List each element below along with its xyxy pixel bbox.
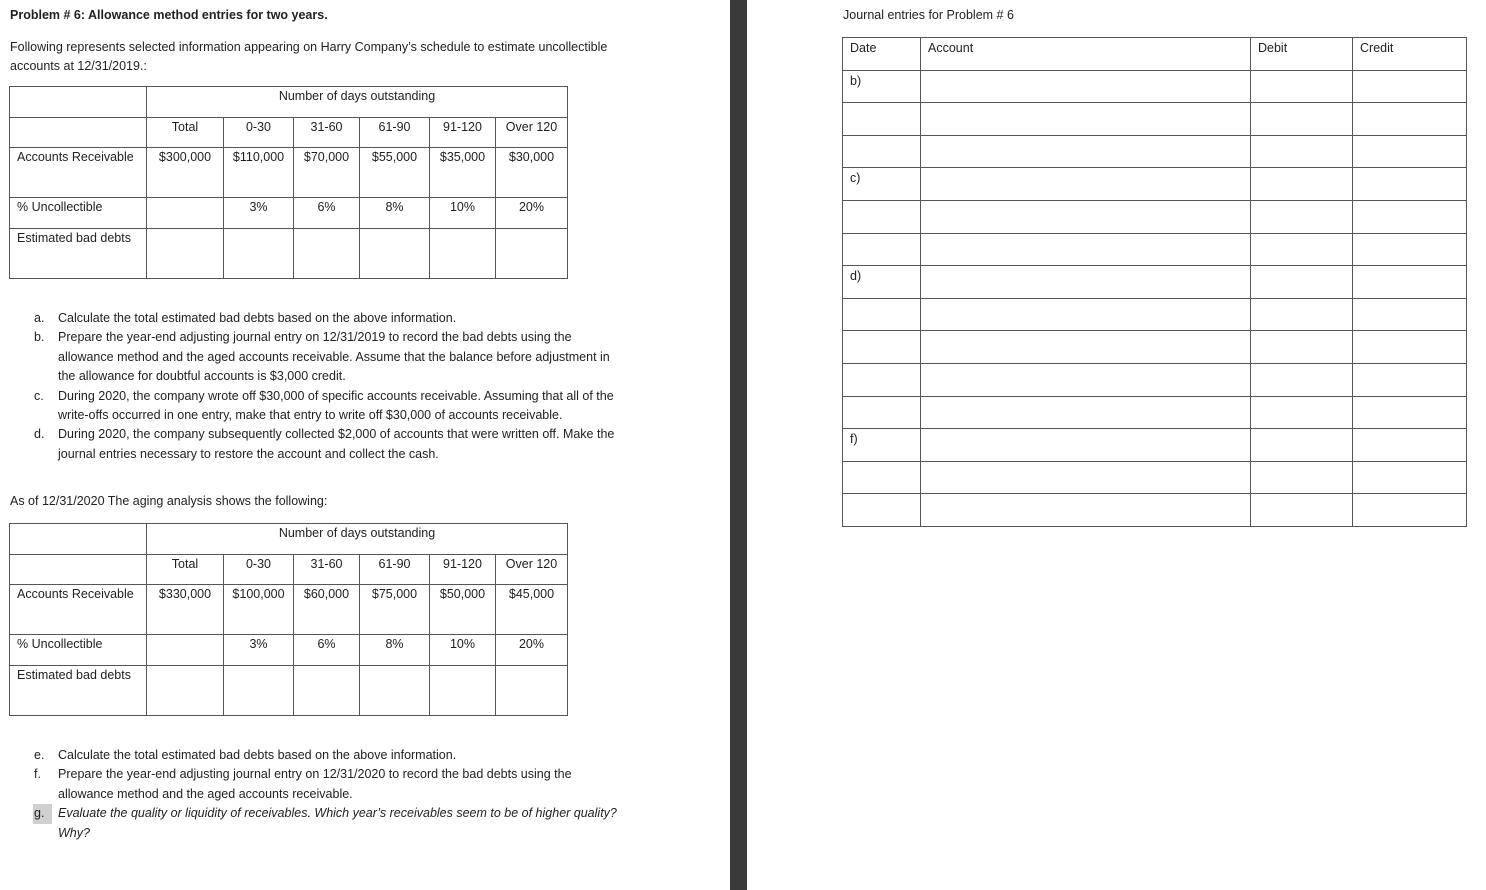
question-text: During 2020, the company wrote off $30,000 of specific accounts receivable. Assuming that all of the write-offs occurred in one entry, make that entry to write off $30,000 of accounts receivable. (58, 388, 614, 423)
answer-cell[interactable] (496, 666, 568, 716)
question-item (34, 804, 628, 843)
question-item (34, 746, 628, 765)
date-cell[interactable]: f) (843, 429, 921, 462)
table-cell: 10% (430, 198, 496, 229)
credit-cell[interactable] (1353, 429, 1467, 462)
debit-cell[interactable] (1251, 70, 1353, 103)
question-item (34, 309, 628, 328)
table-row (10, 635, 568, 666)
aging-corner-cell (10, 87, 147, 118)
column-header: Total (147, 118, 224, 148)
table-cell (147, 198, 224, 229)
column-header: 61-90 (360, 555, 430, 585)
debit-cell[interactable] (1251, 331, 1353, 364)
column-header: Over 120 (496, 118, 568, 148)
journal-row (843, 135, 1467, 168)
credit-cell[interactable] (1353, 70, 1467, 103)
table-cell: 6% (294, 635, 360, 666)
debit-cell[interactable] (1251, 461, 1353, 494)
debit-cell[interactable] (1251, 429, 1353, 462)
question-item (34, 328, 628, 386)
journal-row (843, 363, 1467, 396)
credit-cell[interactable] (1353, 494, 1467, 527)
question-text: Calculate the total estimated bad debts based on the above information. (58, 748, 457, 762)
question-letter: b. (34, 330, 45, 345)
answer-cell[interactable] (294, 666, 360, 716)
date-cell[interactable] (843, 103, 921, 136)
table-cell: $55,000 (360, 148, 430, 198)
aging-corner-cell (10, 524, 147, 555)
debit-cell[interactable] (1251, 396, 1353, 429)
table-cell: $110,000 (224, 148, 294, 198)
group-header: Number of days outstanding (147, 524, 568, 555)
problem-title: Problem # 6: Allowance method entries for two years. (10, 8, 328, 22)
row-label: Estimated bad debts (10, 666, 147, 716)
date-cell[interactable] (843, 494, 921, 527)
debit-cell[interactable] (1251, 135, 1353, 168)
question-letter: e. (34, 748, 45, 762)
column-header: Over 120 (496, 555, 568, 585)
table-cell: 3% (224, 635, 294, 666)
answer-cell[interactable] (360, 229, 430, 279)
debit-cell[interactable] (1251, 200, 1353, 233)
credit-cell[interactable] (1353, 266, 1467, 299)
question-item (34, 765, 628, 804)
column-header: Total (147, 555, 224, 585)
table-cell: 6% (294, 198, 360, 229)
date-cell[interactable]: c) (843, 168, 921, 201)
questions-2019 (10, 309, 628, 464)
credit-cell[interactable] (1353, 135, 1467, 168)
credit-cell[interactable] (1353, 233, 1467, 266)
account-cell[interactable] (921, 363, 1251, 396)
questions-2020 (10, 746, 628, 843)
date-cell[interactable] (843, 298, 921, 331)
account-cell[interactable] (921, 70, 1251, 103)
aging-table-2020 (9, 523, 568, 716)
account-cell[interactable] (921, 331, 1251, 364)
row-label: Estimated bad debts (10, 229, 147, 279)
column-header: 0-30 (224, 118, 294, 148)
header-credit: Credit (1353, 38, 1467, 71)
table-cell: 3% (224, 198, 294, 229)
table-cell: $50,000 (430, 585, 496, 635)
credit-cell[interactable] (1353, 331, 1467, 364)
journal-panel (747, 0, 1486, 890)
debit-cell[interactable] (1251, 168, 1353, 201)
date-cell[interactable] (843, 233, 921, 266)
table-row (10, 585, 568, 635)
question-letter: d. (34, 427, 45, 442)
account-cell[interactable] (921, 135, 1251, 168)
journal-row (843, 103, 1467, 136)
credit-cell[interactable] (1353, 200, 1467, 233)
column-header: 0-30 (224, 555, 294, 585)
column-header: 31-60 (294, 118, 360, 148)
table-cell: $60,000 (294, 585, 360, 635)
account-cell[interactable] (921, 168, 1251, 201)
question-letter: f. (34, 767, 41, 782)
table-row (10, 148, 568, 198)
account-cell[interactable] (921, 494, 1251, 527)
table-cell: $35,000 (430, 148, 496, 198)
journal-table (842, 37, 1467, 527)
header-debit: Debit (1251, 38, 1353, 71)
question-letter: a. (34, 311, 45, 325)
journal-row (843, 396, 1467, 429)
journal-header-row (843, 38, 1467, 71)
column-header: 31-60 (294, 555, 360, 585)
table-row (10, 198, 568, 229)
date-cell[interactable] (843, 331, 921, 364)
table-cell: 8% (360, 635, 430, 666)
table-cell: 20% (496, 635, 568, 666)
table-cell: $75,000 (360, 585, 430, 635)
answer-cell[interactable] (360, 666, 430, 716)
as-of-text: As of 12/31/2020 The aging analysis shows the following: (10, 494, 328, 508)
answer-cell[interactable] (294, 229, 360, 279)
column-header: 91-120 (430, 555, 496, 585)
credit-cell[interactable] (1353, 396, 1467, 429)
question-text: During 2020, the company subsequently collected $2,000 of accounts that were written off. Make the journal entries necessary to restore the account and collect the cash. (58, 427, 615, 461)
table-cell: $70,000 (294, 148, 360, 198)
column-header: 61-90 (360, 118, 430, 148)
date-cell[interactable] (843, 135, 921, 168)
question-text: Prepare the year-end adjusting journal entry on 12/31/2020 to record the bad debts using the allowance method and the aged accounts receivable. (58, 767, 572, 801)
row-label: % Uncollectible (10, 198, 147, 229)
account-cell[interactable] (921, 298, 1251, 331)
table-cell: 20% (496, 198, 568, 229)
question-text: Calculate the total estimated bad debts based on the above information. (58, 311, 457, 325)
answer-cell[interactable] (496, 229, 568, 279)
table-cell: $30,000 (496, 148, 568, 198)
journal-row (843, 200, 1467, 233)
journal-row (843, 70, 1467, 103)
table-cell: $100,000 (224, 585, 294, 635)
question-item (34, 425, 628, 464)
answer-cell[interactable] (147, 229, 224, 279)
debit-cell[interactable] (1251, 266, 1353, 299)
table-cell: 8% (360, 198, 430, 229)
answer-cell[interactable] (430, 229, 496, 279)
account-cell[interactable] (921, 200, 1251, 233)
group-header: Number of days outstanding (147, 87, 568, 118)
account-cell[interactable] (921, 233, 1251, 266)
journal-row (843, 168, 1467, 201)
debit-cell[interactable] (1251, 363, 1353, 396)
table-cell: $300,000 (147, 148, 224, 198)
table-cell (147, 635, 224, 666)
row-label: Accounts Receivable (10, 148, 147, 198)
date-cell[interactable]: d) (843, 266, 921, 299)
row-label: % Uncollectible (10, 635, 147, 666)
journal-title: Journal entries for Problem # 6 (843, 8, 1014, 22)
question-letter: g. (33, 804, 52, 823)
row-label: Accounts Receivable (10, 585, 147, 635)
aging-table-2019 (9, 86, 568, 279)
account-cell[interactable] (921, 461, 1251, 494)
header-account: Account (921, 38, 1251, 71)
credit-cell[interactable] (1353, 103, 1467, 136)
header-date: Date (843, 38, 921, 71)
journal-row (843, 298, 1467, 331)
question-text: Evaluate the quality or liquidity of receivables. Which year’s receivables seem to be of higher quality? Why? (58, 806, 617, 840)
page-divider (730, 0, 747, 890)
debit-cell[interactable] (1251, 103, 1353, 136)
date-cell[interactable] (843, 461, 921, 494)
credit-cell[interactable] (1353, 168, 1467, 201)
journal-row (843, 331, 1467, 364)
date-cell[interactable] (843, 396, 921, 429)
column-header: 91-120 (430, 118, 496, 148)
question-item (34, 387, 628, 426)
table-cell: $45,000 (496, 585, 568, 635)
problem-intro: Following represents selected information appearing on Harry Company’s schedule to estimate uncollectible accounts at 12/31/2019.: (10, 40, 608, 73)
credit-cell[interactable] (1353, 298, 1467, 331)
table-cell: 10% (430, 635, 496, 666)
date-cell[interactable]: b) (843, 70, 921, 103)
date-cell[interactable] (843, 363, 921, 396)
problem-panel (0, 0, 728, 890)
table-row (10, 666, 568, 716)
answer-cell[interactable] (224, 666, 294, 716)
journal-row (843, 233, 1467, 266)
account-cell[interactable] (921, 103, 1251, 136)
debit-cell[interactable] (1251, 298, 1353, 331)
account-cell[interactable] (921, 429, 1251, 462)
credit-cell[interactable] (1353, 461, 1467, 494)
table-row (10, 229, 568, 279)
answer-cell[interactable] (147, 666, 224, 716)
account-cell[interactable] (921, 396, 1251, 429)
question-text: Prepare the year-end adjusting journal entry on 12/31/2019 to record the bad debts using the allowance method and the aged accounts receivable. Assume that the balance before adjustment in the allowance for doubtful accounts is $3,000 credit. (58, 330, 610, 384)
answer-cell[interactable] (430, 666, 496, 716)
table-cell: $330,000 (147, 585, 224, 635)
debit-cell[interactable] (1251, 233, 1353, 266)
journal-row (843, 461, 1467, 494)
date-cell[interactable] (843, 200, 921, 233)
journal-row (843, 266, 1467, 299)
answer-cell[interactable] (224, 229, 294, 279)
credit-cell[interactable] (1353, 363, 1467, 396)
journal-row (843, 429, 1467, 462)
question-letter: c. (34, 388, 44, 403)
journal-row (843, 494, 1467, 527)
account-cell[interactable] (921, 266, 1251, 299)
debit-cell[interactable] (1251, 494, 1353, 527)
